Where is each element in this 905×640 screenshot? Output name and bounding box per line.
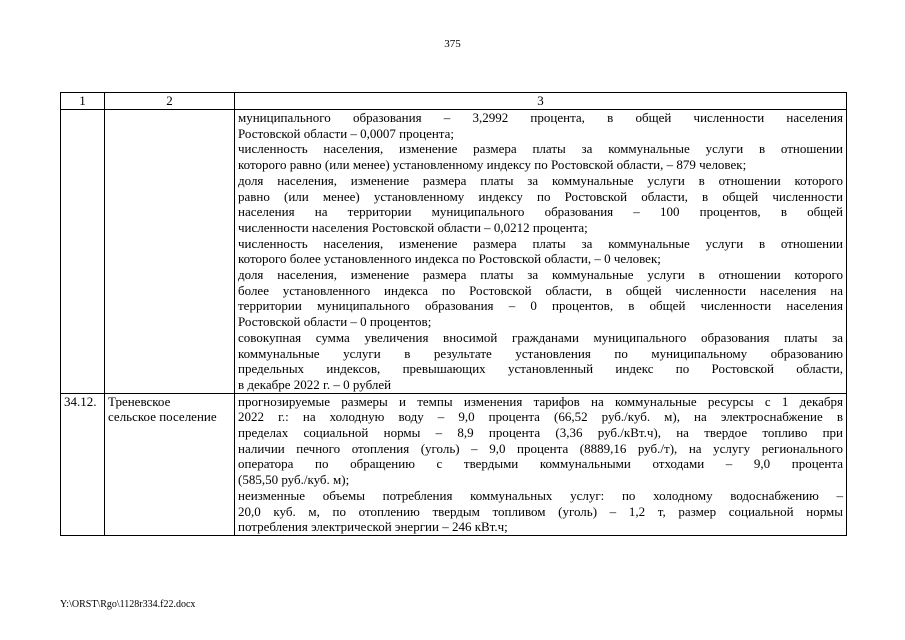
row-number-cell — [61, 110, 105, 394]
paragraph-line: муниципального образования – 3,2992 процента, в общей численности населения — [238, 110, 843, 125]
paragraph-line: численность населения, изменение размера платы за коммунальные услуги в отношении — [238, 235, 843, 251]
paragraph-line: которого более установленного индекса по Ростовской области, – 0 человек; — [238, 251, 661, 267]
paragraph-line: доля населения, изменение размера платы за коммунальные услуги в отношении которого — [238, 172, 843, 188]
paragraph-line: в декабре 2022 г. – 0 рублей — [238, 376, 392, 392]
paragraph-line: неизменные объемы потребления коммунальных услуг: по холодному водоснабжению – — [238, 487, 843, 503]
paragraph-line: совокупная сумма увеличения вносимой гражданами муниципального образования платы за — [238, 329, 843, 345]
paragraph-line: Ростовской области – 0,0007 процента; — [238, 125, 455, 141]
table-row — [61, 393, 847, 535]
row-name-cell — [105, 110, 235, 394]
paragraph-line: 2022 г.: на холодную воду – 9,0 процента (66,52 руб./куб. м), на электроснабжение в — [238, 409, 843, 425]
paragraph-line: 20,0 куб. м, по отоплению твердым топливом (уголь) – 1,2 т, размер социальной нормы — [238, 503, 843, 519]
settlement-name-line: Треневское — [108, 393, 171, 409]
page-number: 375 — [444, 38, 461, 50]
paragraph-line: прогнозируемые размеры и темпы изменения тарифов на коммунальные ресурсы с 1 декабря — [238, 393, 843, 409]
paragraph-line: территории муниципального образования – 0 процентов, в общей численности населения — [238, 298, 843, 314]
paragraph-line: наличии печного отопления (уголь) – 9,0 процента (8889,16 руб./т), на услугу регионального — [238, 440, 843, 456]
paragraph-line: пределах социальной нормы – 8,9 процента (3,36 руб./кВт.ч), на твердое топливо при — [238, 425, 843, 441]
paragraph-line: коммунальные услуги в результате установления по муниципальному образованию — [238, 345, 843, 361]
row-content-cell — [235, 393, 847, 535]
paragraph-line: оператора по обращению с твердыми коммунальными отходами – 9,0 процента — [238, 456, 843, 472]
paragraph-line: численность населения, изменение размера платы за коммунальные услуги в отношении — [238, 141, 843, 157]
row-name-cell — [105, 393, 235, 535]
paragraph-line: численности населения Ростовской области – 0,0212 процента; — [238, 219, 588, 235]
paragraph-line: потребления электрической энергии – 246 кВт.ч; — [238, 519, 508, 535]
paragraph-line: (585,50 руб./куб. м); — [238, 472, 350, 488]
paragraph-line: которого равно (или менее) установленному индексу по Ростовской области, – 879 человек; — [238, 157, 747, 173]
table-row — [61, 110, 847, 394]
row-content-cell — [235, 110, 847, 394]
document-table — [60, 92, 847, 536]
header-col-2: 2 — [105, 93, 235, 110]
paragraph-line: населения на территории муниципального образования – 100 процентов, в общей — [238, 204, 843, 220]
paragraph-line: доля населения, изменение размера платы за коммунальные услуги в отношении которого — [238, 267, 843, 283]
header-col-1: 1 — [61, 93, 105, 110]
paragraph-line: Ростовской области – 0 процентов; — [238, 314, 432, 330]
header-col-3: 3 — [235, 93, 847, 110]
table-header-row — [61, 93, 847, 110]
paragraph-line: более установленного индекса по Ростовской области, в общей численности населения на — [238, 282, 843, 298]
paragraph-line: предельных индексов, превышающих установленный индекс по Ростовской области, — [238, 361, 843, 377]
file-path-footer: Y:\ORST\Rgo\1128r334.f22.docx — [60, 599, 196, 610]
paragraph-line: равно (или менее) установленному индексу по Ростовской области, в общей численности — [238, 188, 843, 204]
settlement-name-line: сельское поселение — [108, 409, 217, 425]
row-number-cell: 34.12. — [61, 393, 105, 535]
